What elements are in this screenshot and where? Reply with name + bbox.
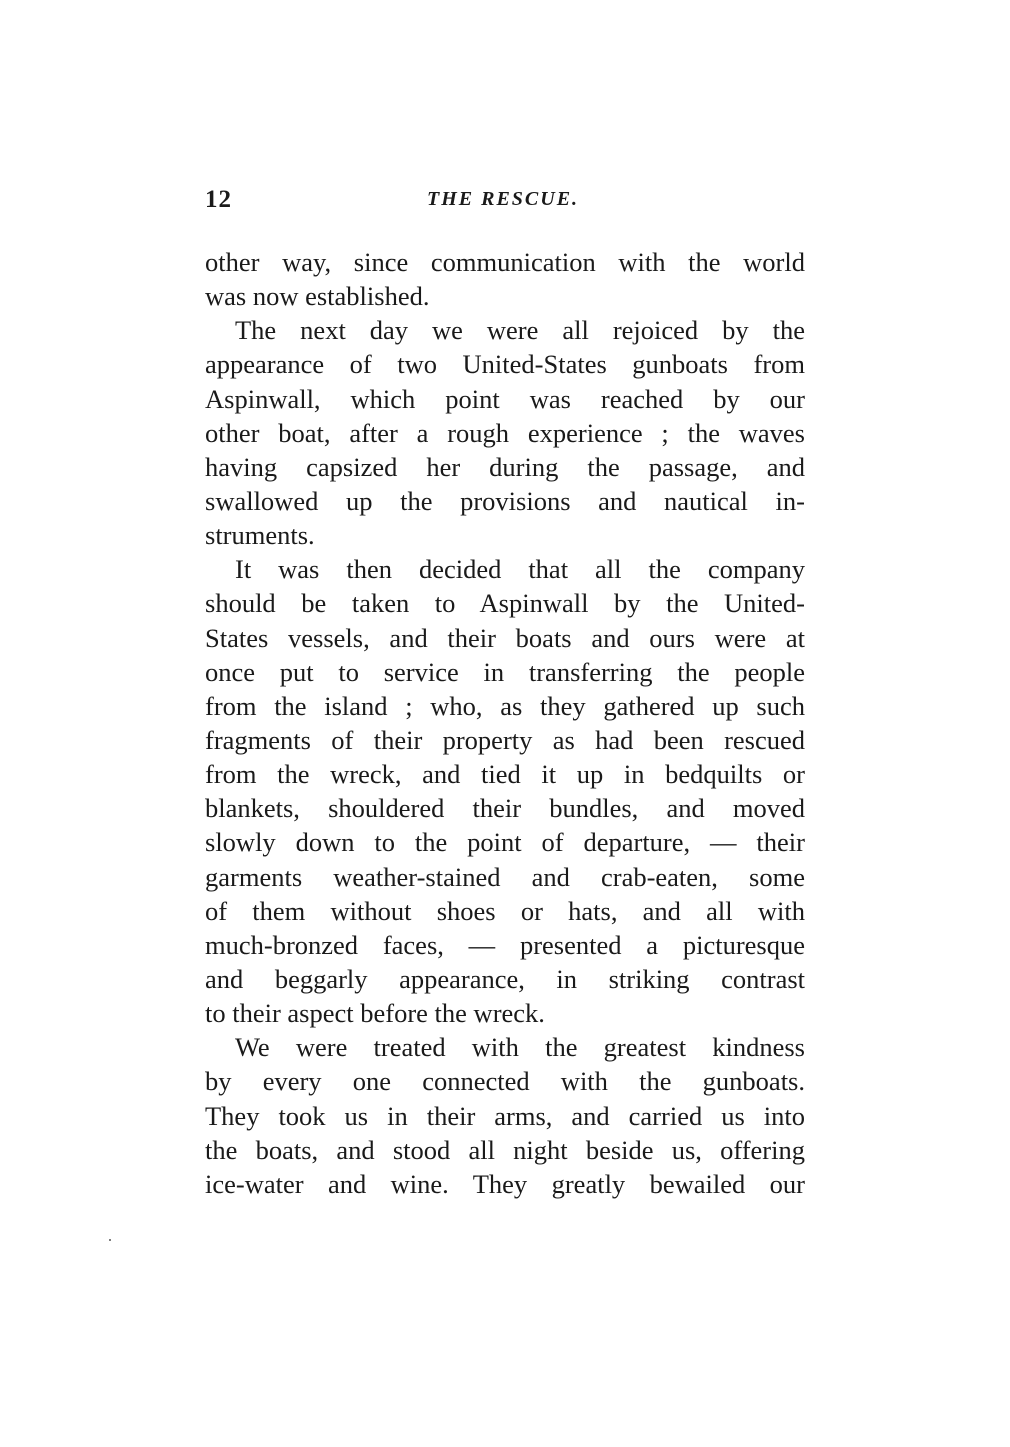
text-line: other boat, after a rough experience ; the waves: [205, 417, 805, 448]
text-line: from the island ; who, as they gathered up such: [205, 690, 805, 721]
text-line: slowly down to the point of departure, — their: [205, 827, 805, 858]
text-line: blankets, shouldered their bundles, and moved: [205, 793, 805, 824]
text-line: the boats, and stood all night beside us, offering: [205, 1134, 805, 1165]
text-line: should be taken to Aspinwall by the United-: [205, 588, 805, 619]
text-line: garments weather-stained and crab-eaten, some: [205, 861, 805, 892]
text-line: much-bronzed faces, — presented a picturesque: [205, 929, 805, 960]
running-head: THE RESCUE.: [427, 188, 580, 210]
text-line: swallowed up the provisions and nautical in-: [205, 485, 805, 516]
text-line: It was then decided that all the company: [235, 554, 805, 585]
text-line: States vessels, and their boats and ours were at: [205, 622, 805, 653]
text-line: We were treated with the greatest kindness: [235, 1032, 805, 1063]
text-line: of them without shoes or hats, and all with: [205, 895, 805, 926]
text-line: from the wreck, and tied it up in bedquilts or: [205, 759, 805, 790]
text-line: fragments of their property as had been rescued: [205, 724, 805, 755]
text-line: Aspinwall, which point was reached by our: [205, 383, 805, 414]
text-line: ice-water and wine. They greatly bewailed our: [205, 1168, 805, 1199]
ink-speck: [109, 1239, 111, 1241]
body-text: [205, 245, 805, 1201]
text-line: to their aspect before the wreck.: [205, 998, 545, 1029]
text-line: by every one connected with the gunboats.: [205, 1066, 805, 1097]
text-line: and beggarly appearance, in striking contrast: [205, 963, 805, 994]
text-line: They took us in their arms, and carried us into: [205, 1100, 805, 1131]
text-line: other way, since communication with the world: [205, 247, 805, 277]
text-line: was now established.: [205, 281, 430, 312]
text-line: having capsized her during the passage, and: [205, 451, 805, 482]
text-line: The next day we were all rejoiced by the: [235, 315, 805, 346]
page-header: [205, 186, 805, 218]
text-line: once put to service in transferring the people: [205, 656, 805, 687]
page-number: 12: [205, 186, 232, 213]
text-line: appearance of two United-States gunboats from: [205, 349, 805, 380]
text-line: struments.: [205, 520, 315, 551]
